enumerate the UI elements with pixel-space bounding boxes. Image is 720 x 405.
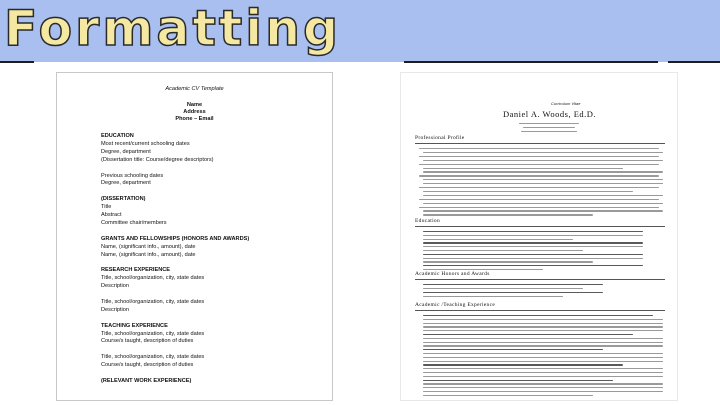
cv-example-text-line [419,175,659,176]
cv-template-line: Degree, department [101,180,151,187]
cv-template-line: Description [101,306,129,313]
cv-template-line: Course/s taught, description of duties [101,362,194,369]
cv-template-line: Title, school/organization, city, state dates [101,330,205,337]
cv-example-text-line [423,330,663,331]
cv-template-page [56,72,333,401]
cv-template-line: Degree, department [101,148,151,155]
slide-title: Formatting [4,0,342,57]
cv-template-line: TEACHING EXPERIENCE [101,322,168,329]
cv-template-line: (DISSERTATION) [101,196,146,203]
cv-template-line: EDUCATION [101,133,134,139]
cv-example-text-line [423,372,663,373]
cv-example-text-line [423,334,633,335]
cv-example-text-line [423,179,663,180]
cv-example-text-line [423,319,663,320]
cv-example-text-line [419,187,659,188]
cv-example-text-line [423,288,583,289]
cv-example-text-line [423,338,663,339]
cv-example-text-line [423,214,593,215]
cv-example-text-line [423,353,663,354]
cv-example-section-education: Education [415,218,440,224]
title-underline-middle [404,61,658,63]
cv-example-text-line [423,160,663,161]
cv-example-section-rule [415,226,665,227]
cv-example-text-line [423,254,643,255]
cv-example-text-line [423,171,663,172]
cv-example-text-line [419,164,659,165]
cv-example-text-line [423,376,663,377]
cv-example-text-line [423,349,603,350]
cv-template-line: Most recent/current schooling dates [101,140,190,147]
cv-example-text-line [423,284,603,285]
cv-template-line: Description [101,283,129,290]
cv-example-section-rule [415,279,665,280]
cv-example-section-rule [415,310,665,311]
cv-template-line: Title, school/organization, city, state dates [101,275,205,282]
cv-example-text-line [423,395,593,396]
cv-template-line: Course/s taught, description of duties [101,338,194,345]
cv-example-text-line [423,261,593,262]
cv-example-text-line [423,210,663,211]
cv-example-text-line [423,326,663,327]
cv-example-text-line [419,156,659,157]
cv-template-line: Committee chair/members [101,219,167,226]
cv-template-line: Abstract [101,212,122,218]
cv-example-text-line [423,265,643,266]
cv-example-text-line [423,387,663,388]
cv-template-line: RESEARCH EXPERIENCE [101,267,171,274]
cv-example-section-profile: Professional Profile [415,135,465,141]
cv-example-text-line [423,292,603,293]
cv-template-address: Address [183,109,206,115]
cv-example-text-line [423,246,643,247]
cv-example-text-line [423,168,623,169]
cv-example-name: Daniel A. Woods, Ed.D. [503,109,597,119]
cv-example-text-line [423,203,663,204]
cv-example-text-line [423,315,653,316]
cv-template-line: Title [101,204,112,211]
title-underline-right [668,61,720,63]
cv-example-email-line [521,131,577,132]
cv-example-text-line [423,383,663,384]
cv-template-line: (RELEVANT WORK EXPERIENCE) [101,377,192,384]
cv-example-section-honors: Academic Honors and Awards [415,271,490,277]
cv-template-line: Title, school/organization, city, state dates [101,298,205,305]
cv-example-text-line [423,235,643,236]
cv-example-text-line [423,191,633,192]
cv-example-text-line [423,323,663,324]
cv-example-text-line [423,391,663,392]
cv-template-line: (Dissertation title: Course/degree descriptors) [101,156,214,163]
cv-example-text-line [423,368,663,369]
cv-example-text-line [423,152,663,153]
cv-example-text-line [423,364,623,365]
cv-example-text-line [423,258,643,259]
cv-example-section-rule [415,143,665,144]
cv-example-address-line [519,123,579,124]
cv-template-contact: Phone – Email [175,116,214,122]
cv-example-text-line [419,199,659,200]
title-underline-left [0,61,34,63]
cv-template-line: GRANTS AND FELLOWSHIPS (HONORS AND AWARDS) [101,235,250,242]
cv-example-page [400,72,678,401]
cv-example-text-line [423,380,613,381]
cv-template-line: Name, (significant info., amount), date [101,251,196,258]
cv-example-text-line [423,242,643,243]
cv-example-vita-label: Curriculum Vitae [551,101,581,106]
cv-example-text-line [423,195,663,196]
cv-example-text-line [423,345,663,346]
cv-example-text-line [423,231,643,232]
cv-example-text-line [419,148,659,149]
cv-example-text-line [423,342,663,343]
cv-example-text-line [423,250,583,251]
cv-template-heading: Academic CV Template [165,86,224,92]
cv-example-text-line [423,296,563,297]
cv-template-line: Previous schooling dates [101,172,164,179]
cv-example-section-teaching: Academic /Teaching Experience [415,302,496,308]
cv-template-name: Name [186,102,203,108]
cv-example-text-line [423,357,663,358]
cv-example-text-line [423,183,663,184]
cv-template-line: Name, (significant info., amount), date [101,243,196,250]
cv-example-phone-line [523,127,575,128]
cv-example-text-line [423,239,573,240]
cv-template-line: Title, school/organization, city, state dates [101,354,205,361]
cv-example-text-line [423,361,663,362]
cv-example-text-line [419,207,659,208]
